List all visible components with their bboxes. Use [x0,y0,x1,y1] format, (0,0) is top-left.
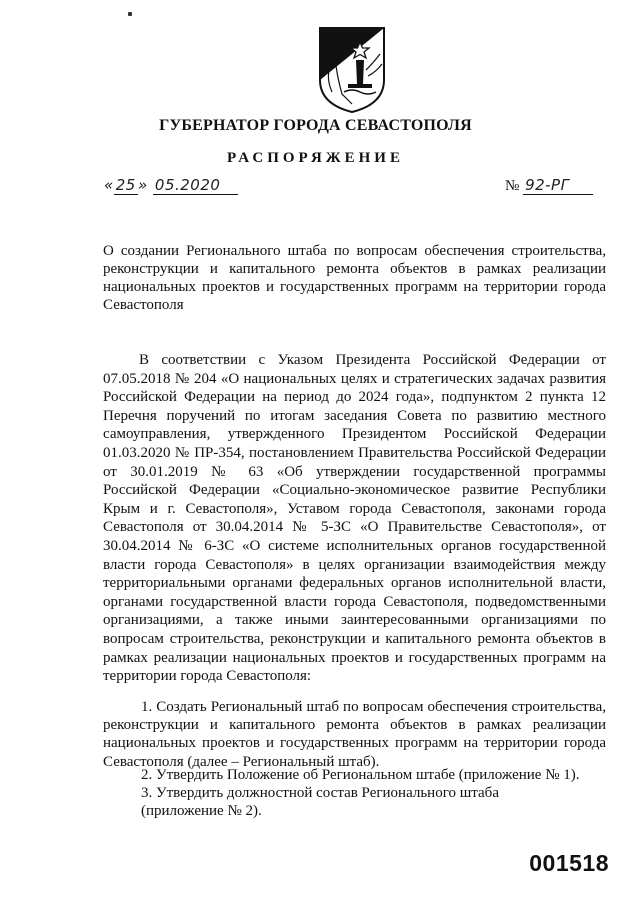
document-date [104,176,238,195]
serial-number: 001518 [529,850,609,876]
scan-mark [128,12,132,16]
issuer-title: ГУБЕРНАТОР ГОРОДА СЕВАСТОПОЛЯ [159,117,472,134]
date-close-quote: » [137,176,148,194]
coat-of-arms-emblem [316,22,388,114]
document-type: РАСПОРЯЖЕНИЕ [227,150,404,166]
date-open-quote: « [104,176,114,194]
date-day: 25 [115,176,136,194]
number-value: 92-РГ [523,176,593,195]
date-month-year: 05.2020 [153,176,239,195]
list-item-1: 1. Создать Региональный штаб по вопросам обеспечения строительства, реконструкции и капитального ремонта объектов в рамках реализации национальных проектов и государственных программ на территории города Севастополя (далее – Региональный штаб). [103,699,606,770]
document-number [505,176,593,195]
document-subject: О создании Регионального штаба по вопросам обеспечения строительства, реконструкции и капитального ремонта объектов в рамках реализации национальных проектов и государственных программ на территории города Севастополя [103,243,606,313]
number-prefix: № [505,178,520,194]
list-item-3-continuation: (приложение № 2). [141,803,262,819]
list-item-3: 3. Утвердить должностной состав Регионального штаба [141,785,499,801]
list-item-2: 2. Утвердить Положение об Региональном штабе (приложение № 1). [141,767,580,783]
preamble-paragraph: В соответствии с Указом Президента Российской Федерации от 07.05.2018 № 204 «О национальных целях и стратегических задачах развития Российской Федерации на период до 2024 года», подпунктом 2 пункта 12 Перечня поручений по итогам заседания Совета по развитию местного самоуправления, утвержденного Президентом Российской Федерации 01.03.2020 № ПР-354, постановлением Правительства Российской Федерации от 30.01.2019 № 63 «Об утверждении государственной программы Российской Федерации «Социально-экономическое развитие Республики Крым и г. Севастополя», Уставом города Севастополя, законами города Севастополя от 30.04.2014 № 5-ЗС «О Правительстве Севастополя», от 30.04.2014 № 6-ЗС «О системе исполнительных органов государственной власти города Севастополя» в целях организации взаимодействия между территориальными органами федеральных органов исполнительной власти, органами государственной власти города Севастополя, подведомственными организациями, а также иными заинтересованными организациями по вопросам строительства, реконструкции и капитального ремонта объектов в рамках реализации национальных проектов и государственных программ на территории города Севастополя: [103,352,606,685]
